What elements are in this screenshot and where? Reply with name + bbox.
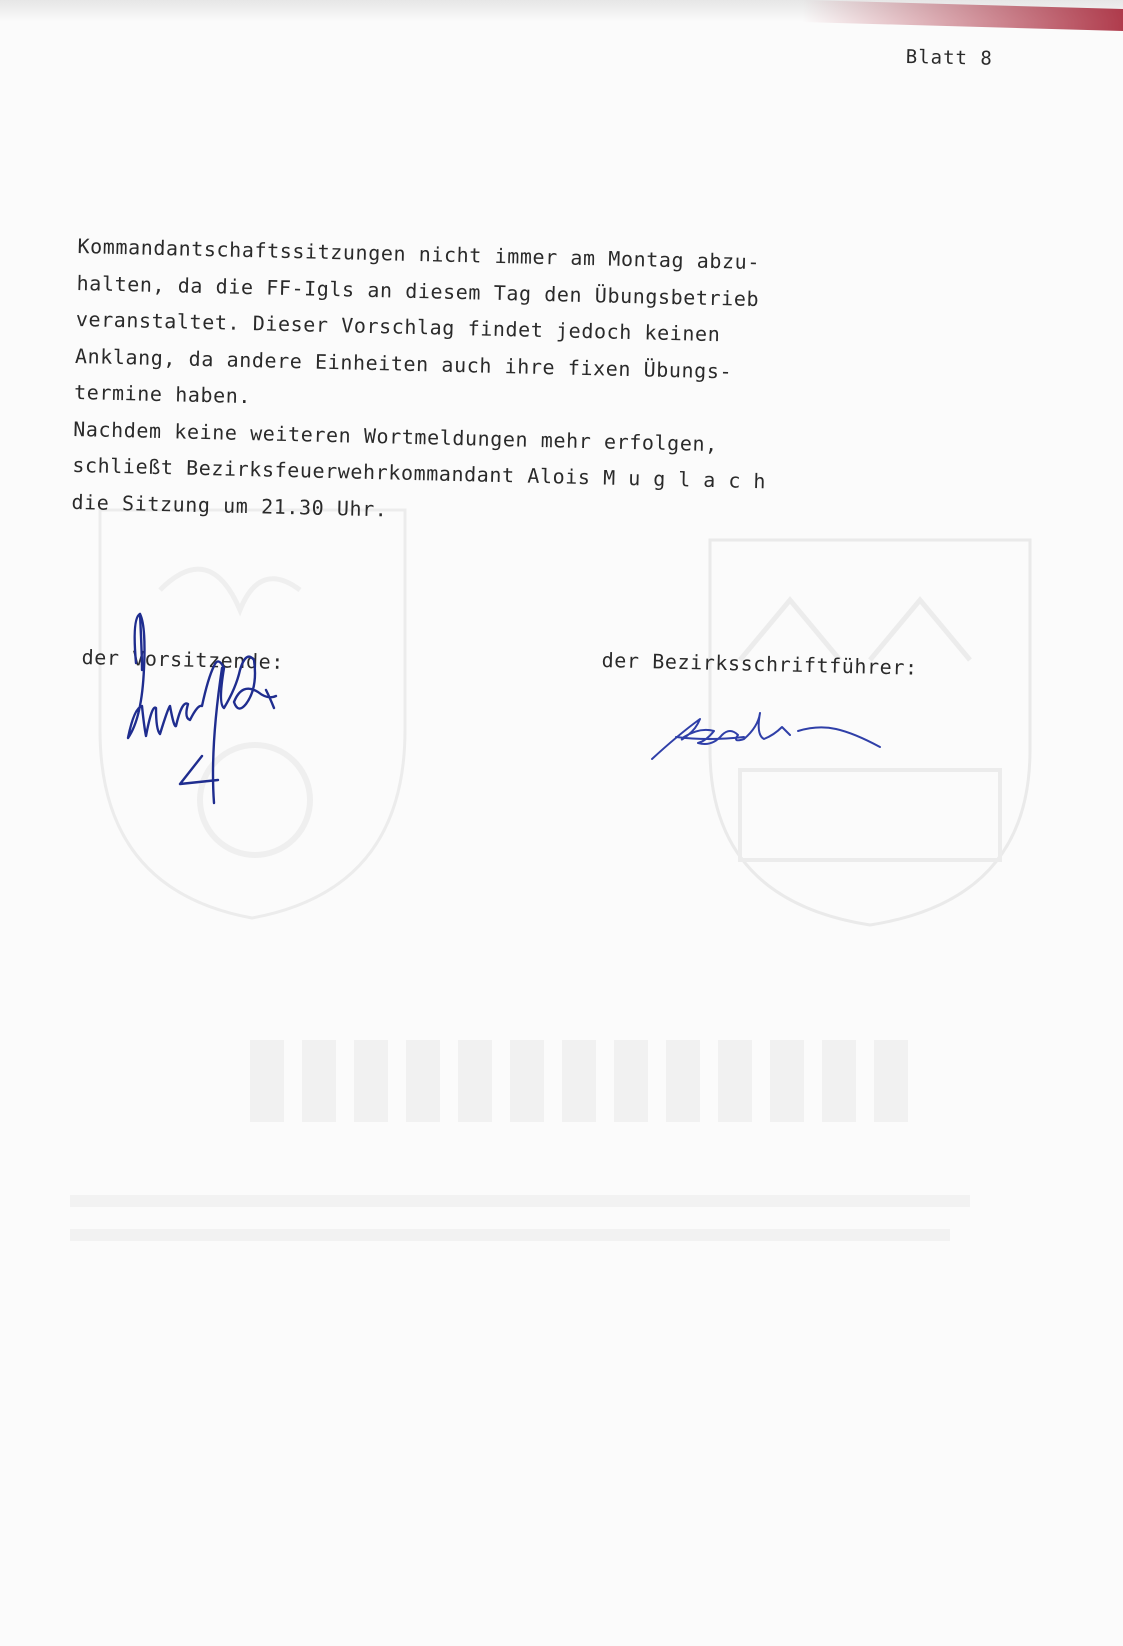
body-line: veranstaltet. Dieser Vorschlag findet jedoch keinen bbox=[75, 306, 721, 347]
chairman-signature-label: der Vorsitzende: bbox=[81, 645, 285, 674]
minutes-body bbox=[71, 228, 938, 540]
page-number: Blatt 8 bbox=[905, 46, 994, 70]
chairman-handwritten-signature bbox=[118, 608, 288, 813]
secretary-handwritten-signature bbox=[648, 705, 888, 765]
body-line: termine haben. bbox=[73, 379, 252, 409]
body-line: Anklang, da andere Einheiten auch ihre fixen Übungs- bbox=[74, 343, 733, 383]
body-line: Kommandantschaftssitzungen nicht immer am Montag abzu- bbox=[77, 233, 761, 275]
secretary-signature-label: der Bezirksschriftführer: bbox=[601, 648, 918, 680]
bleed-through-heading bbox=[250, 1020, 910, 1130]
body-line: halten, da die FF-Igls an diesem Tag den Übungsbetrieb bbox=[76, 270, 760, 311]
chairman-name: Muglach bbox=[602, 465, 779, 494]
body-line: Nachdem keine weiteren Wortmeldungen mehr erfolgen, bbox=[72, 416, 719, 456]
bleed-through-text-lines bbox=[70, 1185, 1030, 1255]
closing-prefix: schließt Bezirksfeuerwehrkommandant Alois bbox=[72, 452, 604, 490]
secretary-signature-block bbox=[601, 648, 918, 680]
body-line: die Sitzung um 21.30 Uhr. bbox=[71, 489, 388, 521]
